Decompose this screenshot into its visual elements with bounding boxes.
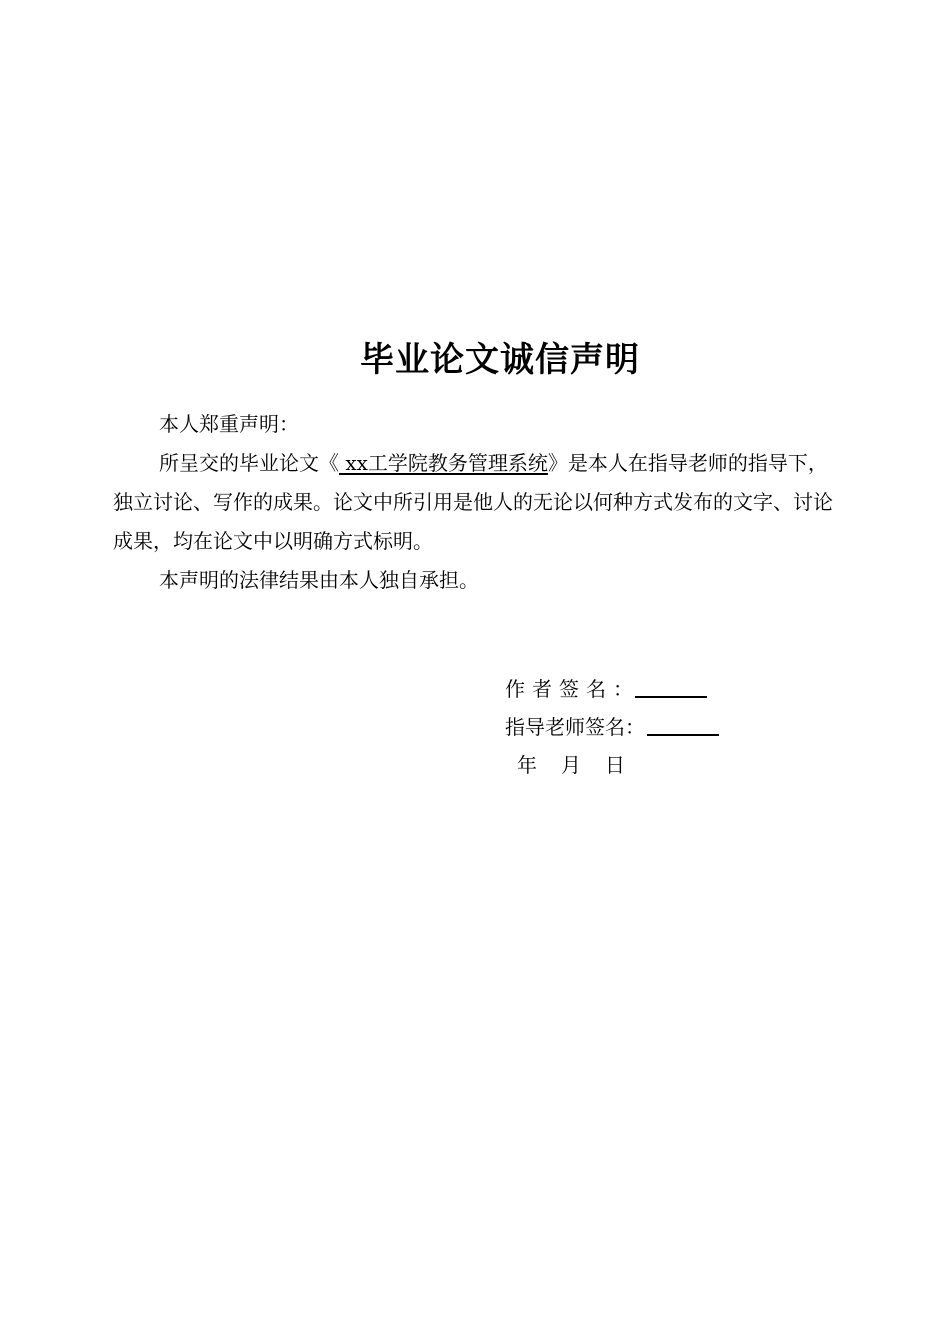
author-signature-colon: ： [613, 677, 633, 701]
advisor-signature-line [505, 708, 805, 746]
responsibility-paragraph: 本声明的法律结果由本人独自承担。 [159, 568, 479, 592]
date-line [505, 746, 805, 784]
author-signature-blank[interactable] [635, 695, 707, 698]
author-signature-label: 作者签名 [505, 677, 613, 701]
date-year-label: 年 [517, 753, 537, 777]
advisor-signature-blank[interactable] [647, 733, 719, 736]
date-month-label: 月 [561, 753, 581, 777]
document-title: 毕业论文诚信声明 [360, 340, 640, 380]
date-day-label: 日 [605, 753, 625, 777]
advisor-signature-label: 指导老师签名： [505, 715, 645, 739]
declaration-paragraph [113, 444, 835, 561]
paragraph-text-after-title: 》是本人在指导老师的指导下，独立讨论、写作的成果。论文中所引用是他人的无论以何种方式发布的文字、讨论成果，均在论文中以明确方式标明。 [113, 451, 833, 553]
signature-block [505, 670, 805, 784]
greeting-line: 本人郑重声明： [159, 412, 299, 436]
thesis-title: xx工学院教务管理系统 [339, 451, 548, 475]
declaration-body [113, 405, 835, 600]
paragraph-text-before-title: 所呈交的毕业论文《 [159, 451, 339, 475]
author-signature-line [505, 670, 805, 708]
